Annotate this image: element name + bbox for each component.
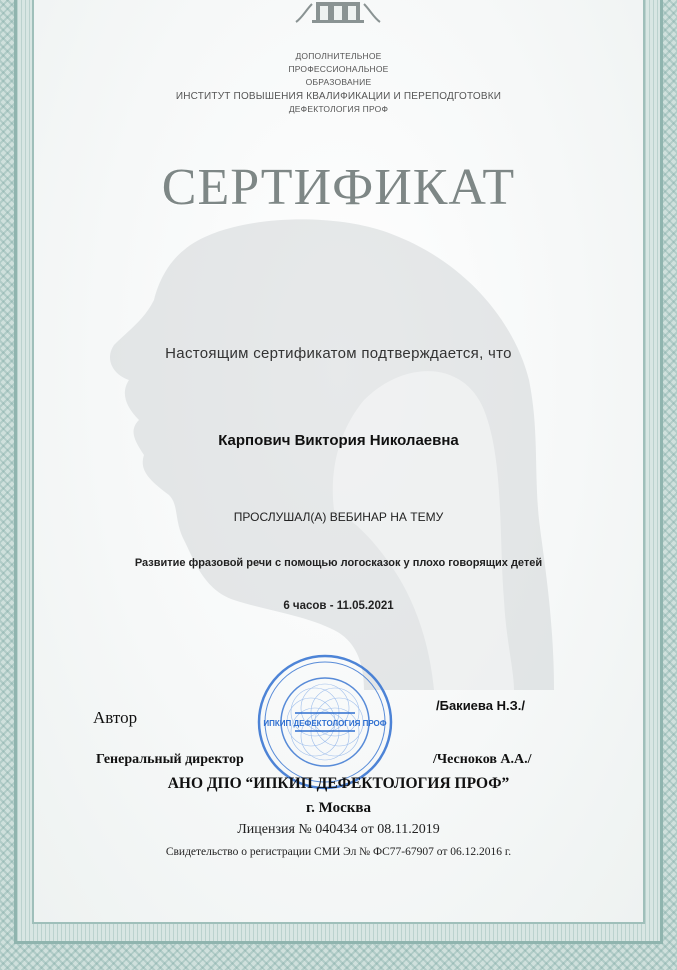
certificate-title: СЕРТИФИКАТ bbox=[161, 159, 516, 216]
listened-text: ПРОСЛУШАЛ(А) ВЕБИНАР НА ТЕМУ bbox=[233, 510, 444, 524]
confirm-text: Настоящим сертификатом подтверждается, что bbox=[165, 345, 512, 362]
license-number: Лицензия № 040434 от 08.11.2019 bbox=[237, 822, 440, 837]
hours-date: 6 часов - 11.05.2021 bbox=[283, 600, 394, 612]
city: г. Москва bbox=[306, 800, 371, 816]
org-line-1: ДОПОЛНИТЕЛЬНОЕ bbox=[295, 51, 382, 61]
author-label: Автор bbox=[93, 708, 138, 727]
official-stamp bbox=[255, 652, 395, 792]
director-label: Генеральный директор bbox=[96, 752, 244, 767]
media-registration: Свидетельство о регистрации СМИ Эл № ФС77-67907 от 06.12.2016 г. bbox=[165, 846, 512, 858]
org-line-3: ОБРАЗОВАНИЕ bbox=[305, 77, 372, 87]
webinar-topic: Развитие фразовой речи с помощью логосказок у плохо говорящих детей bbox=[134, 557, 543, 569]
institute-logo bbox=[292, 0, 384, 26]
director-name: /Чесноков А.А./ bbox=[433, 752, 532, 767]
org-line-5: ДЕФЕКТОЛОГИЯ ПРОФ bbox=[288, 104, 389, 114]
recipient-name: Карпович Виктория Николаевна bbox=[218, 432, 459, 449]
stamp-center-text: ИПКИП ДЕФЕКТОЛОГИЯ ПРОФ bbox=[263, 719, 387, 728]
org-line-2: ПРОФЕССИОНАЛЬНОЕ bbox=[288, 64, 389, 74]
author-name: /Бакиева Н.З./ bbox=[436, 698, 525, 713]
organization-name: АНО ДПО “ИПКИП ДЕФЕКТОЛОГИЯ ПРОФ” bbox=[167, 775, 510, 792]
org-line-4: ИНСТИТУТ ПОВЫШЕНИЯ КВАЛИФИКАЦИИ И ПЕРЕПОДГОТОВКИ bbox=[175, 91, 502, 102]
